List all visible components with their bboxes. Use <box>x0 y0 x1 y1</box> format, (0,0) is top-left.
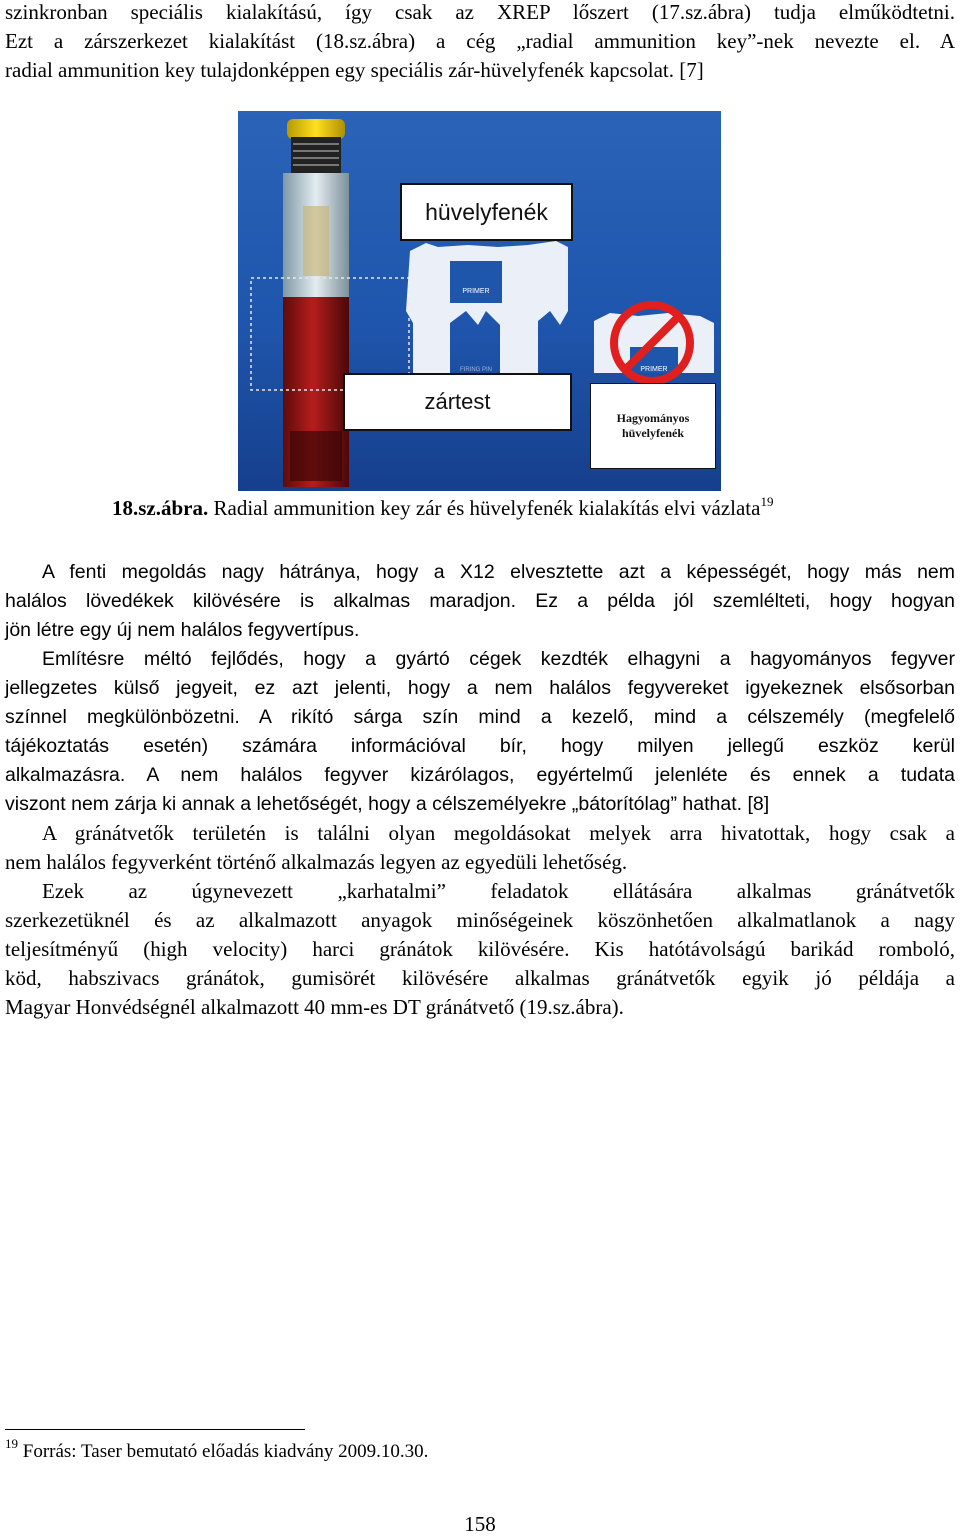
firing-pin-label: FIRING PIN <box>459 367 493 373</box>
label-huvelyfenek: hüvelyfenék <box>400 183 573 241</box>
primer-label-2: PRIMER <box>640 366 668 373</box>
para2-line-4: tájékoztatás esetén) számára információval bír, hogy milyen jellegű eszköz kerül <box>5 735 955 757</box>
caption-footnote-ref: 19 <box>760 494 774 509</box>
para4-line-3: teljesítményű (high velocity) harci gránátok kilövésére. Kis hatótávolságú barikád romboló, <box>5 937 955 961</box>
para4-line-4: köd, habszivacs gránátok, gumisörét kilövésére alkalmas gránátvetők egyik jó példája a <box>5 966 955 990</box>
para2-line-6: viszont nem zárja ki annak a lehetőségét, hogy a célszemélyekre „bátorítólag” hathat. [8] <box>5 793 770 815</box>
footnote-ref: 19 <box>5 1436 18 1451</box>
figure-radial-ammunition-key <box>238 111 721 491</box>
para4-line-1: Ezek az úgynevezett „karhatalmi” feladatok ellátására alkalmas gránátvetők <box>42 879 955 903</box>
intro-line-1: szinkronban speciális kialakítású, így csak az XREP lőszert (17.sz.ábra) tudja elműködtetni. <box>5 0 955 24</box>
caption-number: 18.sz.ábra. <box>112 496 209 520</box>
para4-line-5: Magyar Honvédségnél alkalmazott 40 mm-es DT gránátvető (19.sz.ábra). <box>5 995 624 1019</box>
para1-line-3: jön létre egy új nem halálos fegyvertípus. <box>5 619 360 641</box>
thread-section <box>291 137 341 173</box>
para3-line-2: nem halálos fegyverként történő alkalmazás legyen az egyedüli lehetőség. <box>5 850 628 874</box>
para2-line-2: jellegzetes külső jegyeit, ez azt jelenti, hogy a nem halálos fegyvereket igyekeznek elsősorban <box>5 677 955 699</box>
label-zartest: zártest <box>343 373 572 431</box>
footnote-text: Forrás: Taser bemutató előadás kiadvány 2009.10.30. <box>18 1441 429 1462</box>
figure-caption <box>112 494 773 523</box>
para2-line-1: Említésre méltó fejlődés, hogy a gyártó cégek kezdték elhagyni a hagyományos fegyver <box>42 648 955 670</box>
yellow-cap <box>287 119 345 139</box>
label-hagyomanyos-line1: Hagyományos <box>616 411 690 425</box>
intro-line-2: Ezt a zárszerkezet kialakítást (18.sz.ábra) a cég „radial ammunition key”-nek nevezte el. A <box>5 29 955 53</box>
label-hagyomanyos-line2: hüvelyfenék <box>621 426 684 440</box>
para2-line-3: színnel megkülönbözetni. A rikító sárga szín mind a kezelő, mind a célszemély (megfelelő <box>5 706 955 728</box>
para4-line-2: szerkezetüknél és az alkalmazott anyagok minőségeinek köszönhetően alkalmatlanok a nagy <box>5 908 955 932</box>
primer-label: PRIMER <box>462 288 490 295</box>
label-hagyomanyos-huvelyfenek <box>590 383 716 469</box>
footnote-rule <box>5 1429 305 1430</box>
caption-text: Radial ammunition key zár és hüvelyfenék kialakítás elvi vázlata <box>208 496 761 520</box>
para2-line-5: alkalmazásra. A nem halálos fegyver kizárólagos, egyértelmű jelenléte és ennek a tudata <box>5 764 955 786</box>
para1-line-2: halálos lövedékek kilövésére is alkalmas maradjon. Ez a példa jól szemlélteti, hogy hogyan <box>5 590 955 612</box>
footnote <box>5 1436 429 1463</box>
para3-line-1: A gránátvetők területén is találni olyan megoldásokat melyek arra hivatottak, hogy csak a <box>42 821 955 845</box>
para1-line-1: A fenti megoldás nagy hátránya, hogy a X12 elvesztette azt a képességét, hogy más nem <box>42 561 955 583</box>
page-number: 158 <box>464 1512 496 1536</box>
intro-line-3: radial ammunition key tulajdonképpen egy speciális zár-hüvelyfenék kapcsolat. [7] <box>5 58 704 82</box>
